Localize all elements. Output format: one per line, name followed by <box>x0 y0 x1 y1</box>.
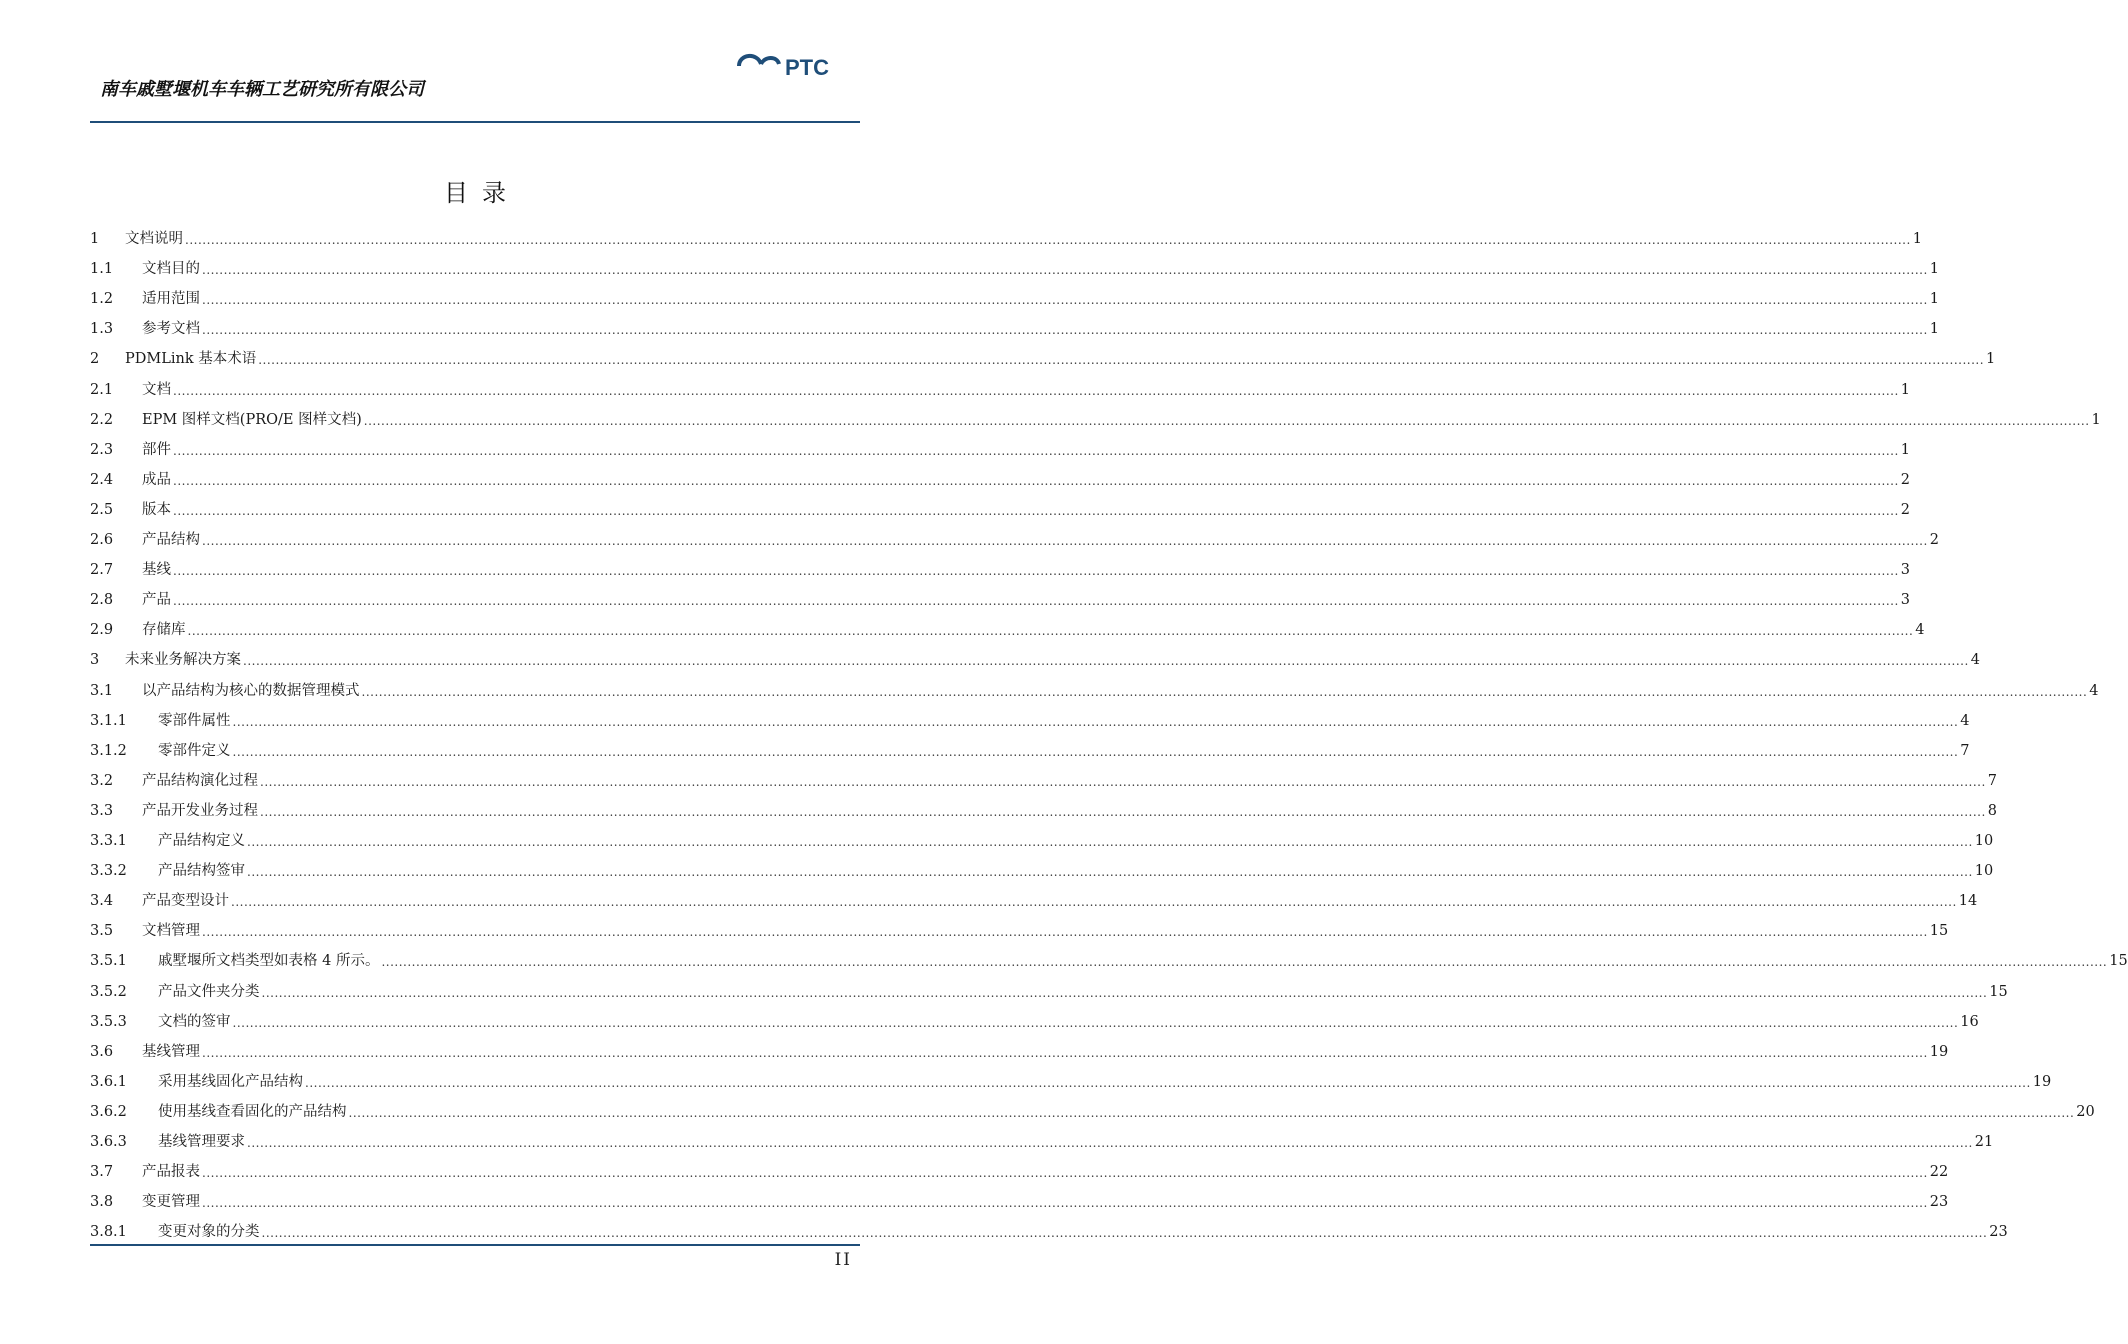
toc-entry-title: 文档目的 <box>142 261 200 278</box>
toc-entry-number: 3.6.1 <box>90 1073 127 1090</box>
toc-entry[interactable] <box>90 435 1911 459</box>
toc-entry[interactable] <box>90 495 1911 519</box>
toc-entry[interactable] <box>90 645 1981 669</box>
toc-entry-number: 1.1 <box>90 261 114 278</box>
toc-entry-page: 1 <box>1929 261 1940 278</box>
toc-dot-leader: ................................................................................................................................................................................................................................................................................................................................................................................................................ <box>202 1045 1928 1060</box>
footer-rule <box>90 1244 860 1246</box>
toc-entry-page: 1 <box>1986 351 1996 368</box>
toc-entry-title: 零部件定义 <box>158 742 231 759</box>
toc-entry-title: 产品结构定义 <box>158 833 245 849</box>
toc-dot-leader: ................................................................................................................................................................................................................................................................................................................................................................................................................ <box>173 443 1899 458</box>
toc-entry-number: 2.1 <box>90 381 114 398</box>
toc-entry[interactable] <box>90 977 2008 1001</box>
toc-entry-page: 22 <box>1929 1164 1949 1181</box>
toc-dot-leader: ................................................................................................................................................................................................................................................................................................................................................................................................................ <box>361 684 2088 699</box>
toc-entry-page: 7 <box>1987 772 1998 789</box>
toc-entry-page: 1 <box>1900 441 1911 458</box>
toc-dot-leader: ................................................................................................................................................................................................................................................................................................................................................................................................................ <box>243 654 1969 669</box>
toc-dot-leader: ................................................................................................................................................................................................................................................................................................................................................................................................................ <box>202 323 1928 338</box>
toc-entry-title: 产品开发业务过程 <box>142 802 258 819</box>
toc-entry[interactable] <box>90 405 2101 429</box>
toc-entry-title: 使用基线查看固化的产品结构 <box>158 1103 347 1120</box>
header-company-name: 南车戚墅堰机车车辆工艺研究所有限公司 <box>100 79 424 100</box>
toc-entry-number: 3.8.1 <box>90 1224 127 1241</box>
toc-entry-number: 3.5.2 <box>90 983 127 1000</box>
toc-dot-leader: ................................................................................................................................................................................................................................................................................................................................................................................................................ <box>173 564 1899 579</box>
toc-entry-page: 1 <box>2091 411 2101 428</box>
toc-entry-title: 部件 <box>142 441 171 458</box>
toc-entry[interactable] <box>90 1007 1979 1031</box>
toc-dot-leader: ................................................................................................................................................................................................................................................................................................................................................................................................................ <box>202 1196 1928 1211</box>
toc-entry-page: 4 <box>1960 712 1970 729</box>
toc-entry[interactable] <box>90 1037 1949 1061</box>
toc-entry-page: 10 <box>1974 833 1994 849</box>
toc-entry-page: 2 <box>1929 532 1940 548</box>
toc-entry-page: 3 <box>1900 562 1911 579</box>
toc-entry-title: 基线管理 <box>142 1043 200 1060</box>
toc-entry-title: 产品文件夹分类 <box>158 983 260 1000</box>
toc-title: 目录 <box>444 179 520 207</box>
toc-entry-title: 存储库 <box>142 622 186 639</box>
toc-entry[interactable] <box>90 796 1998 820</box>
toc-entry-number: 1 <box>90 231 100 247</box>
toc-entry-title: 产品结构演化过程 <box>142 772 258 789</box>
toc-entry-title: 适用范围 <box>142 291 200 308</box>
toc-dot-leader: ................................................................................................................................................................................................................................................................................................................................................................................................................ <box>247 1136 1973 1150</box>
toc-dot-leader: ................................................................................................................................................................................................................................................................................................................................................................................................................ <box>348 1105 2075 1120</box>
toc-entry-title: 产品 <box>142 592 171 609</box>
toc-entry-number: 3.1 <box>90 682 114 699</box>
toc-entry[interactable] <box>90 826 1994 850</box>
toc-dot-leader: ................................................................................................................................................................................................................................................................................................................................................................................................................ <box>202 263 1928 278</box>
toc-entry-page: 3 <box>1900 592 1911 609</box>
toc-entry[interactable] <box>90 1067 2052 1091</box>
toc-entry-number: 2.6 <box>90 532 114 548</box>
toc-entry[interactable] <box>90 375 1911 399</box>
toc-entry-page: 19 <box>2032 1073 2052 1090</box>
toc-entry[interactable] <box>90 284 1940 308</box>
toc-entry-page: 23 <box>1929 1194 1949 1211</box>
toc-entry[interactable] <box>90 1217 2008 1241</box>
toc-entry-number: 3.8 <box>90 1194 114 1211</box>
toc-dot-leader: ................................................................................................................................................................................................................................................................................................................................................................................................................ <box>261 1226 1988 1241</box>
toc-dot-leader: ................................................................................................................................................................................................................................................................................................................................................................................................................ <box>232 744 1959 759</box>
ptc-logo-graphic <box>735 48 855 78</box>
toc-entry-number: 3.3.2 <box>90 863 127 880</box>
toc-entry[interactable] <box>90 706 1970 730</box>
toc-entry-number: 3.6.3 <box>90 1134 127 1150</box>
toc-dot-leader: ................................................................................................................................................................................................................................................................................................................................................................................................................ <box>261 985 1988 1000</box>
toc-entry-page: 1 <box>1912 231 1923 247</box>
toc-entry[interactable] <box>90 555 1911 579</box>
toc-entry-page: 14 <box>1958 893 1978 910</box>
toc-dot-leader: ................................................................................................................................................................................................................................................................................................................................................................................................................ <box>202 534 1928 548</box>
toc-entry-page: 4 <box>1915 622 1925 639</box>
toc-entry-number: 3.7 <box>90 1164 114 1181</box>
toc-entry-title: PDMLink 基本术语 <box>125 351 257 368</box>
toc-entry[interactable] <box>90 585 1911 609</box>
toc-dot-leader: ................................................................................................................................................................................................................................................................................................................................................................................................................ <box>202 293 1928 308</box>
toc-dot-leader: ................................................................................................................................................................................................................................................................................................................................................................................................................ <box>305 1075 2031 1090</box>
toc-entry-title: 参考文档 <box>142 321 200 338</box>
toc-dot-leader: ................................................................................................................................................................................................................................................................................................................................................................................................................ <box>173 473 1899 488</box>
toc-entry-title: 版本 <box>142 501 171 518</box>
toc-dot-leader: ................................................................................................................................................................................................................................................................................................................................................................................................................ <box>247 865 1973 880</box>
toc-entry[interactable] <box>90 344 1996 368</box>
toc-entry[interactable] <box>90 676 2099 700</box>
toc-dot-leader: ................................................................................................................................................................................................................................................................................................................................................................................................................ <box>381 955 2108 970</box>
toc-entry-page: 2 <box>1900 501 1911 518</box>
toc-entry[interactable] <box>90 736 1970 760</box>
toc-entry-number: 3 <box>90 652 100 669</box>
toc-dot-leader: ................................................................................................................................................................................................................................................................................................................................................................................................................ <box>173 594 1899 609</box>
toc-entry-page: 15 <box>1989 983 2008 1000</box>
toc-entry-title: 文档说明 <box>125 231 183 247</box>
toc-entry[interactable] <box>90 946 2128 970</box>
toc-entry-page: 8 <box>1987 802 1998 819</box>
toc-dot-leader: ................................................................................................................................................................................................................................................................................................................................................................................................................ <box>258 353 1985 368</box>
toc-entry-page: 10 <box>1974 863 1994 880</box>
toc-entry-page: 20 <box>2076 1103 2095 1120</box>
toc-entry-title: 零部件属性 <box>158 712 231 729</box>
toc-entry-title: 基线管理要求 <box>158 1134 245 1150</box>
toc-entry-title: 采用基线固化产品结构 <box>158 1073 303 1090</box>
toc-dot-leader: ................................................................................................................................................................................................................................................................................................................................................................................................................ <box>247 835 1973 849</box>
toc-entry-number: 2.3 <box>90 441 114 458</box>
toc-entry[interactable] <box>90 1097 2095 1121</box>
toc-entry-page: 7 <box>1960 742 1970 759</box>
toc-entry-title: 成品 <box>142 471 171 488</box>
header-rule <box>90 121 860 123</box>
toc-entry-number: 3.5 <box>90 923 114 940</box>
toc-dot-leader: ................................................................................................................................................................................................................................................................................................................................................................................................................ <box>232 1015 1959 1030</box>
toc-entry-number: 2.8 <box>90 592 114 609</box>
toc-entry-number: 3.6.2 <box>90 1103 127 1120</box>
toc-entry-page: 2 <box>1900 471 1911 488</box>
toc-entry-title: 文档的签审 <box>158 1013 231 1030</box>
toc-entry[interactable] <box>90 525 1940 549</box>
toc-entry-number: 2.2 <box>90 411 114 428</box>
toc-entry-page: 1 <box>1929 321 1940 338</box>
toc-entry-title: 产品结构签审 <box>158 863 245 880</box>
toc-dot-leader: ................................................................................................................................................................................................................................................................................................................................................................................................................ <box>363 413 2090 428</box>
toc-entry[interactable] <box>90 254 1940 278</box>
toc-entry[interactable] <box>90 1187 1949 1211</box>
toc-entry-number: 2.4 <box>90 471 114 488</box>
toc-entry-number: 1.3 <box>90 321 114 338</box>
toc-entry-number: 2.5 <box>90 501 114 518</box>
toc-entry[interactable] <box>90 314 1940 338</box>
toc-entry-page: 21 <box>1974 1134 1994 1150</box>
ptc-logo-icon <box>735 48 855 80</box>
toc-entry-title: EPM 图样文档(PRO/E 图样文档) <box>142 411 362 428</box>
toc-dot-leader: ................................................................................................................................................................................................................................................................................................................................................................................................................ <box>187 624 1914 639</box>
toc-entry-number: 3.6 <box>90 1043 114 1060</box>
toc-entry[interactable] <box>90 465 1911 489</box>
toc-entry-title: 文档 <box>142 381 171 398</box>
toc-entry[interactable] <box>90 224 1923 248</box>
toc-entry-page: 15 <box>2109 953 2128 970</box>
toc-entry[interactable] <box>90 1157 1949 1181</box>
toc-entry-number: 3.3.1 <box>90 833 127 849</box>
toc-entry[interactable] <box>90 856 1994 880</box>
toc-entry-number: 3.3 <box>90 802 114 819</box>
toc-entry-title: 文档管理 <box>142 923 200 940</box>
logo-wordmark: PTC <box>785 55 829 80</box>
toc-entry-number: 3.5.3 <box>90 1013 127 1030</box>
toc-entry-number: 3.1.1 <box>90 712 127 729</box>
toc-entry-title: 未来业务解决方案 <box>125 652 241 669</box>
toc-dot-leader: ................................................................................................................................................................................................................................................................................................................................................................................................................ <box>232 714 1959 729</box>
toc-entry-page: 4 <box>1970 652 1981 669</box>
toc-dot-leader: ................................................................................................................................................................................................................................................................................................................................................................................................................ <box>173 503 1899 518</box>
toc-entry[interactable] <box>90 1127 1994 1151</box>
toc-dot-leader: ................................................................................................................................................................................................................................................................................................................................................................................................................ <box>185 233 1911 247</box>
toc-dot-leader: ................................................................................................................................................................................................................................................................................................................................................................................................................ <box>260 774 1986 789</box>
toc-entry-number: 2.7 <box>90 562 114 579</box>
toc-entry-page: 1 <box>1900 381 1911 398</box>
toc-entry-title: 变更管理 <box>142 1194 200 1211</box>
toc-entry[interactable] <box>90 766 1998 790</box>
toc-entry-number: 2.9 <box>90 622 114 639</box>
toc-entry-title: 以产品结构为核心的数据管理模式 <box>142 682 360 699</box>
page-number: II <box>834 1250 852 1270</box>
toc-dot-leader: ................................................................................................................................................................................................................................................................................................................................................................................................................ <box>173 383 1899 398</box>
toc-entry-title: 基线 <box>142 562 171 579</box>
toc-entry-title: 产品报表 <box>142 1164 200 1181</box>
toc-entry-page: 23 <box>1989 1224 2008 1241</box>
toc-dot-leader: ................................................................................................................................................................................................................................................................................................................................................................................................................ <box>231 895 1957 910</box>
toc-entry-number: 3.5.1 <box>90 953 127 970</box>
toc-entry-page: 15 <box>1929 923 1949 940</box>
toc-dot-leader: ................................................................................................................................................................................................................................................................................................................................................................................................................ <box>260 804 1986 819</box>
toc-dot-leader: ................................................................................................................................................................................................................................................................................................................................................................................................................ <box>202 925 1928 940</box>
toc-entry-number: 3.4 <box>90 893 114 910</box>
toc-dot-leader: ................................................................................................................................................................................................................................................................................................................................................................................................................ <box>202 1166 1928 1181</box>
toc-entry-number: 3.1.2 <box>90 742 127 759</box>
toc-entry-number: 2 <box>90 351 100 368</box>
toc-entry-page: 4 <box>2089 682 2099 699</box>
toc-entry-title: 变更对象的分类 <box>158 1224 260 1241</box>
toc-entry-page: 16 <box>1960 1013 1979 1030</box>
toc-entry-title: 产品变型设计 <box>142 893 229 910</box>
toc-entry-number: 3.2 <box>90 772 114 789</box>
toc-entry[interactable] <box>90 886 1978 910</box>
toc-entry-page: 19 <box>1929 1043 1949 1060</box>
toc-entry-number: 1.2 <box>90 291 114 308</box>
toc-entry-title: 戚墅堰所文档类型如表格 4 所示。 <box>158 953 380 970</box>
toc-entry-title: 产品结构 <box>142 532 200 548</box>
toc-entry[interactable] <box>90 916 1949 940</box>
toc-entry-page: 1 <box>1929 291 1940 308</box>
toc-entry[interactable] <box>90 615 1925 639</box>
